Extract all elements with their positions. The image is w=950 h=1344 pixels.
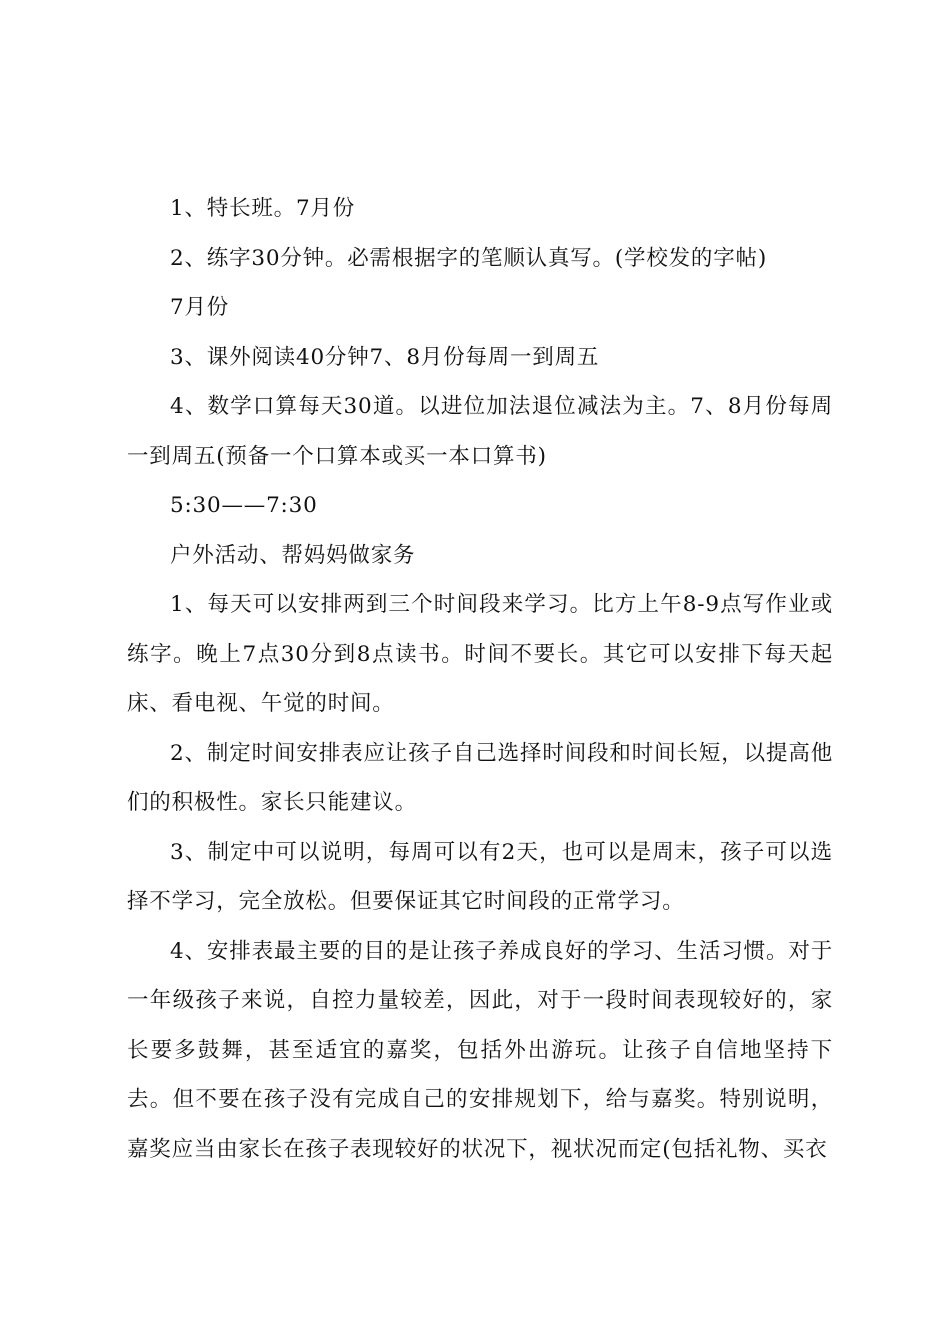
paragraph-tip-1: 1、每天可以安排两到三个时间段来学习。比方上午8-9点写作业或练字。晚上7点30分到8点读书。时间不要长。其它可以安排下每天起床、看电视、午觉的时间。 bbox=[127, 592, 833, 716]
paragraph-time-range: 5:30——7:30 bbox=[170, 493, 318, 518]
paragraph-activity: 户外活动、帮妈妈做家务 bbox=[170, 542, 416, 568]
paragraph-item-4: 4、数学口算每天30道。以进位加法退位减法为主。7、8月份每周一到周五(预备一个口算本或买一本口算书) bbox=[127, 394, 833, 469]
paragraph-tip-2: 2、制定时间安排表应让孩子自己选择时间段和时间长短，以提高他们的积极性。家长只能建议。 bbox=[127, 740, 833, 815]
paragraph-tip-3: 3、制定中可以说明，每周可以有2天，也可以是周末，孩子可以选择不学习，完全放松。但要保证其它时间段的正常学习。 bbox=[127, 839, 833, 914]
paragraph-item-2: 2、练字30分钟。必需根据字的笔顺认真写。(学校发的字帖) bbox=[170, 245, 768, 271]
paragraph-item-1: 1、特长班。7月份 bbox=[170, 196, 356, 221]
paragraph-item-3: 3、课外阅读40分钟7、8月份每周一到周五 bbox=[170, 344, 600, 370]
paragraph-tip-4: 4、安排表最主要的目的是让孩子养成良好的学习、生活习惯。对于一年级孩子来说，自控力量较差，因此，对于一段时间表现较好的，家长要多鼓舞，甚至适宜的嘉奖，包括外出游玩。让孩子自信地坚持下去。但不要在孩子没有完成自己的安排规划下，给与嘉奖。特别说明，嘉奖应当由家长在孩子表现较好的状况下，视状况而定(包括礼物、买衣 bbox=[127, 938, 833, 1162]
paragraph-month-note: 7月份 bbox=[170, 295, 230, 320]
document-body bbox=[127, 184, 833, 1174]
